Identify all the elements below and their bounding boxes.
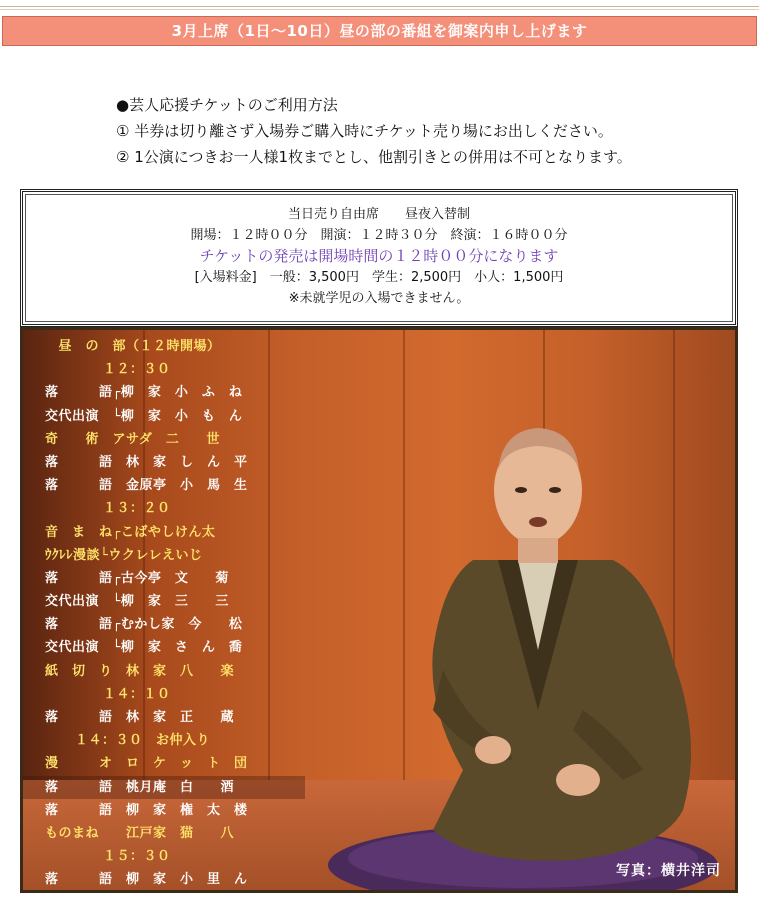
lineup-row: 紙 切 り 林 家 八 楽 bbox=[45, 663, 235, 679]
program-banner: 3月上席（1日～10日）昼の部の番組を御案内申し上げます bbox=[2, 16, 757, 46]
program-lineup bbox=[45, 335, 305, 892]
usage-item-1: ① 半券は切り離さず入場券ご購入時にチケット売り場にお出しください。 bbox=[116, 122, 613, 140]
ticket-sale-notice: チケットの発売は開場時間の１２時００分になります bbox=[199, 247, 559, 265]
price-info: [入場料金] 一般：3,500円 学生：2,500円 小人：1,500円 bbox=[194, 270, 564, 285]
usage-item-2: ② 1公演につきお一人様1枚までとし、他割引きとの併用は不可となります。 bbox=[116, 148, 632, 166]
lineup-row: 落 語┌古今亭 文 菊 bbox=[45, 570, 229, 586]
lineup-row: 落 語┌柳 家 小 ふ ね bbox=[45, 385, 243, 401]
lineup-row: 漫 オ ロ ケ ッ ト 団 bbox=[45, 756, 248, 772]
ticket-usage-section bbox=[116, 92, 632, 170]
time-slot: １５：３０ bbox=[103, 849, 171, 865]
lineup-row: 落 語 金原亭 小 馬 生 bbox=[45, 478, 248, 494]
lineup-row: ものまね 江戸家 猫 八 bbox=[45, 825, 235, 841]
lineup-row: 落 語┌むかし家 今 松 bbox=[45, 617, 243, 633]
top-divider bbox=[0, 6, 759, 7]
lineup-row: 交代出演 └柳 家 小 も ん bbox=[45, 408, 243, 424]
lineup-row: ｳｸﾚﾚ漫談└ウクレレえいじ bbox=[45, 547, 203, 563]
preschool-notice: ※未就学児の入場できません。 bbox=[288, 291, 470, 306]
time-slot: １４：１０ bbox=[103, 686, 171, 702]
photo-credit: 写真：横井洋司 bbox=[616, 863, 721, 879]
performer-photo-panel bbox=[20, 327, 738, 893]
seating-info: 当日売り自由席 昼夜入替制 bbox=[287, 207, 470, 222]
lineup-row: 交代出演 └柳 家 三 三 bbox=[45, 594, 229, 610]
lineup-row: 落 語 柳 家 権 太 楼 bbox=[45, 802, 248, 818]
top-divider-2 bbox=[0, 9, 759, 10]
lineup-row: 音 ま ね┌こばやしけん太 bbox=[45, 524, 216, 540]
intermission-slot: １４：３０ お仲入り bbox=[75, 733, 211, 749]
usage-heading: ●芸人応援チケットのご利用方法 bbox=[116, 96, 338, 114]
lineup-row: 落 語 林 家 し ん 平 bbox=[45, 454, 248, 470]
time-slot: １３：２０ bbox=[103, 501, 171, 517]
time-slot: １２：３０ bbox=[103, 362, 171, 378]
lineup-row: 落 語 柳 家 小 里 ん bbox=[45, 872, 248, 888]
rakugo-performer-image bbox=[323, 410, 738, 890]
lineup-row: 交代出演 └柳 家 さ ん 喬 bbox=[45, 640, 243, 656]
admission-info-box bbox=[20, 189, 738, 327]
lineup-header: 昼 の 部（１２時開場） bbox=[45, 339, 221, 354]
lineup-row: 奇 術 アサダ 二 世 bbox=[45, 431, 220, 447]
lineup-row: 落 語 林 家 正 蔵 bbox=[45, 710, 235, 725]
lineup-row: 落 語 桃月庵 白 酒 bbox=[23, 776, 305, 799]
schedule-info: 開場：１２時００分 開演：１２時３０分 終演：１６時００分 bbox=[190, 228, 568, 243]
